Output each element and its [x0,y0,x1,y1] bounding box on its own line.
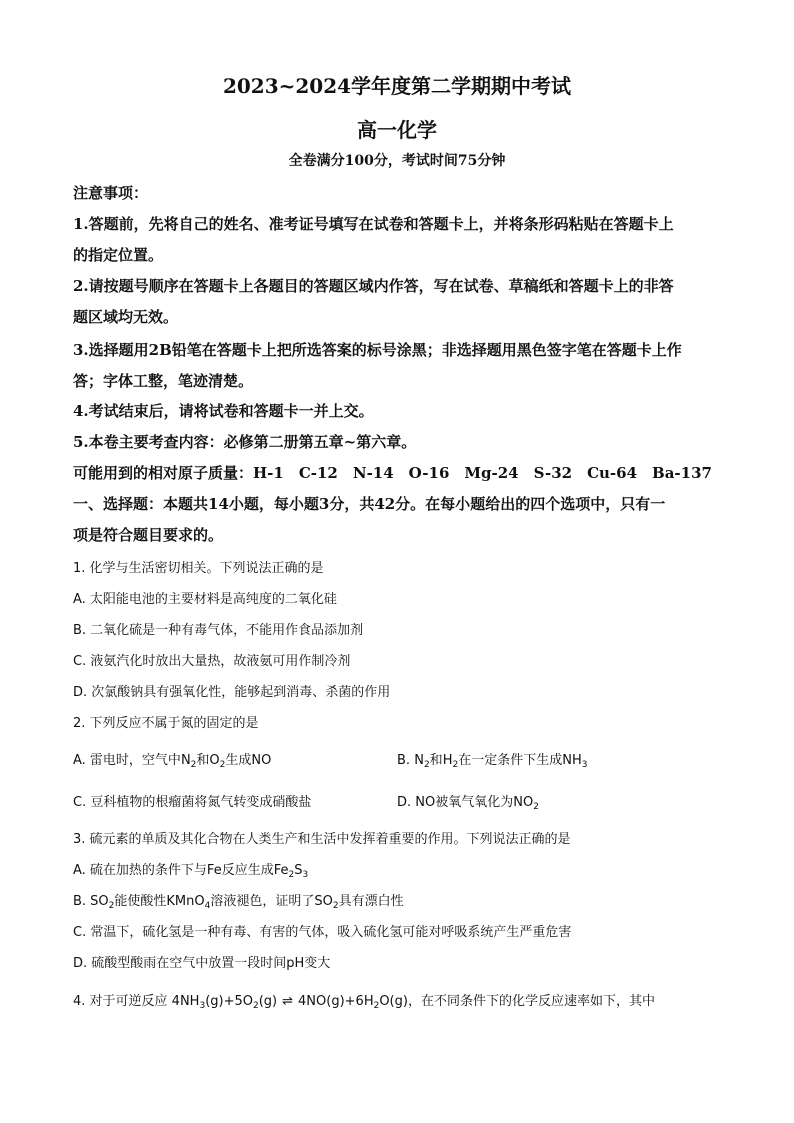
subject-title: 高一化学 [357,118,437,142]
q3-a-sub: 2 [288,870,295,880]
q1-option-b: B. 二氧化硫是一种有毒气体，不能用作食品添加剂 [73,623,364,638]
q3-b-rest: 具有漂白性 [338,894,404,909]
q3-b-mid2: 溶液褪色，证明了SO [210,894,333,909]
atomic-masses: 可能用到的相对原子质量：H-1 C-12 N-14 O-16 Mg-24 S-32 Cu-64 Ba-137 [73,464,712,482]
q1-option-a: A. 太阳能电池的主要材料是高纯度的二氧化硅 [73,592,337,607]
exam-info: 全卷满分100分，考试时间75分钟 [288,153,506,169]
q2-a-text: A. 雷电时，空气中 [73,753,181,768]
q2-option-d [397,791,539,810]
q4-part-3: (g) [258,994,278,1009]
q2-a-rest: 生成NO [225,753,272,768]
q2-stem: 2. 下列反应不属于氮的固定的是 [73,716,259,731]
q2-a-and: 和 [196,753,210,768]
q4-part-1: 4. 对于可逆反应 4NH [73,994,200,1009]
q3-b-sub: 2 [108,901,115,911]
q2-d-text: D. NO被氧气氧化为 [397,795,514,810]
q2-d-sub: 2 [533,802,539,812]
q3-b-text: B. SO [73,894,109,909]
q2-option-c: C. 豆科植物的根瘤菌将氮气转变成硝酸盐 [73,795,312,810]
note-3-line-1: 3.选择题用2B铅笔在答题卡上把所选答案的标号涂黑；非选择题用黑色签字笔在答题卡上作 [73,341,682,359]
q3-b-sub3: 2 [332,901,339,911]
note-4: 4.考试结束后，请将试卷和答题卡一并上交。 [73,402,374,420]
q2-option-a [73,749,271,768]
q2-option-b [397,749,587,768]
q2-a-sub2: 2 [219,760,226,770]
note-1-line-1: 1.答题前，先将自己的姓名、准考证号填写在试卷和答题卡上，并将条形码粘贴在答题卡上 [73,215,674,233]
q3-a-sub2: 3 [302,870,309,880]
q2-d-no: NO [513,795,534,810]
q2-b-label: B. [397,753,411,768]
reversible-arrow-icon: ⇌ [282,994,294,1009]
q3-option-d: D. 硫酸型酸雨在空气中放置一段时间pH变大 [73,956,331,971]
q2-b-sub2: 2 [452,760,459,770]
q2-a-sub: 2 [190,760,197,770]
q3-option-b [73,890,733,909]
q3-a-s: S [294,863,303,878]
q2-b-h: H [442,753,453,768]
q4-part-5: O(g)，在不同条件下的化学反应速率如下，其中 [379,994,655,1009]
q4-sub-2: 2 [252,1001,259,1011]
exam-title: 2023~2024学年度第二学期期中考试 [222,74,572,98]
q2-a-o: O [209,753,220,768]
q2-b-sub3: 3 [581,760,588,770]
q1-stem: 1. 化学与生活密切相关。下列说法正确的是 [73,561,324,576]
note-2-line-2: 题区域均无效。 [73,308,179,326]
q2-b-nh: NH [562,753,582,768]
q4-sub-1: 3 [199,1001,206,1011]
q3-option-a [73,859,733,878]
q3-b-mid: 能使酸性KMnO [114,894,205,909]
q2-b-and: 和 [429,753,443,768]
note-2-line-1: 2.请按题号顺序在答题卡上各题目的答题区域内作答，写在试卷、草稿纸和答题卡上的非答 [73,277,674,295]
q4-sub-3: 2 [373,1001,380,1011]
q4-part-2: (g)+5O [205,994,253,1009]
q3-stem: 3. 硫元素的单质及其化合物在人类生产和生活中发挥着重要的作用。下列说法正确的是 [73,832,571,847]
q3-a-text: A. 硫在加热的条件下与Fe反应生成Fe [73,863,289,878]
section-1-heading-line-2: 项是符合题目要求的。 [73,526,224,544]
q1-option-d: D. 次氯酸钠具有强氧化性，能够起到消毒、杀菌的作用 [73,685,391,700]
q1-option-c: C. 液氨汽化时放出大量热，故液氨可用作制冷剂 [73,654,351,669]
note-5: 5.本卷主要考查内容：必修第二册第五章~第六章。 [73,433,417,451]
q2-b-sub: 2 [423,760,430,770]
q2-b-n: N [414,753,424,768]
q2-a-n: N [180,753,191,768]
note-1-line-2: 的指定位置。 [73,246,164,264]
q3-b-sub2: 4 [204,901,211,911]
q2-b-rest: 在一定条件下生成 [458,753,563,768]
q3-option-c: C. 常温下，硫化氢是一种有毒、有害的气体，吸入硫化氢可能对呼吸系统产生严重危害 [73,925,572,940]
note-3-line-2: 答；字体工整，笔迹清楚。 [73,372,254,390]
q4-stem [73,990,733,1009]
q4-part-4: 4NO(g)+6H [298,994,374,1009]
notes-heading: 注意事项： [73,184,149,202]
section-1-heading-line-1: 一、选择题：本题共14小题，每小题3分，共42分。在每小题给出的四个选项中，只有一 [73,495,666,513]
